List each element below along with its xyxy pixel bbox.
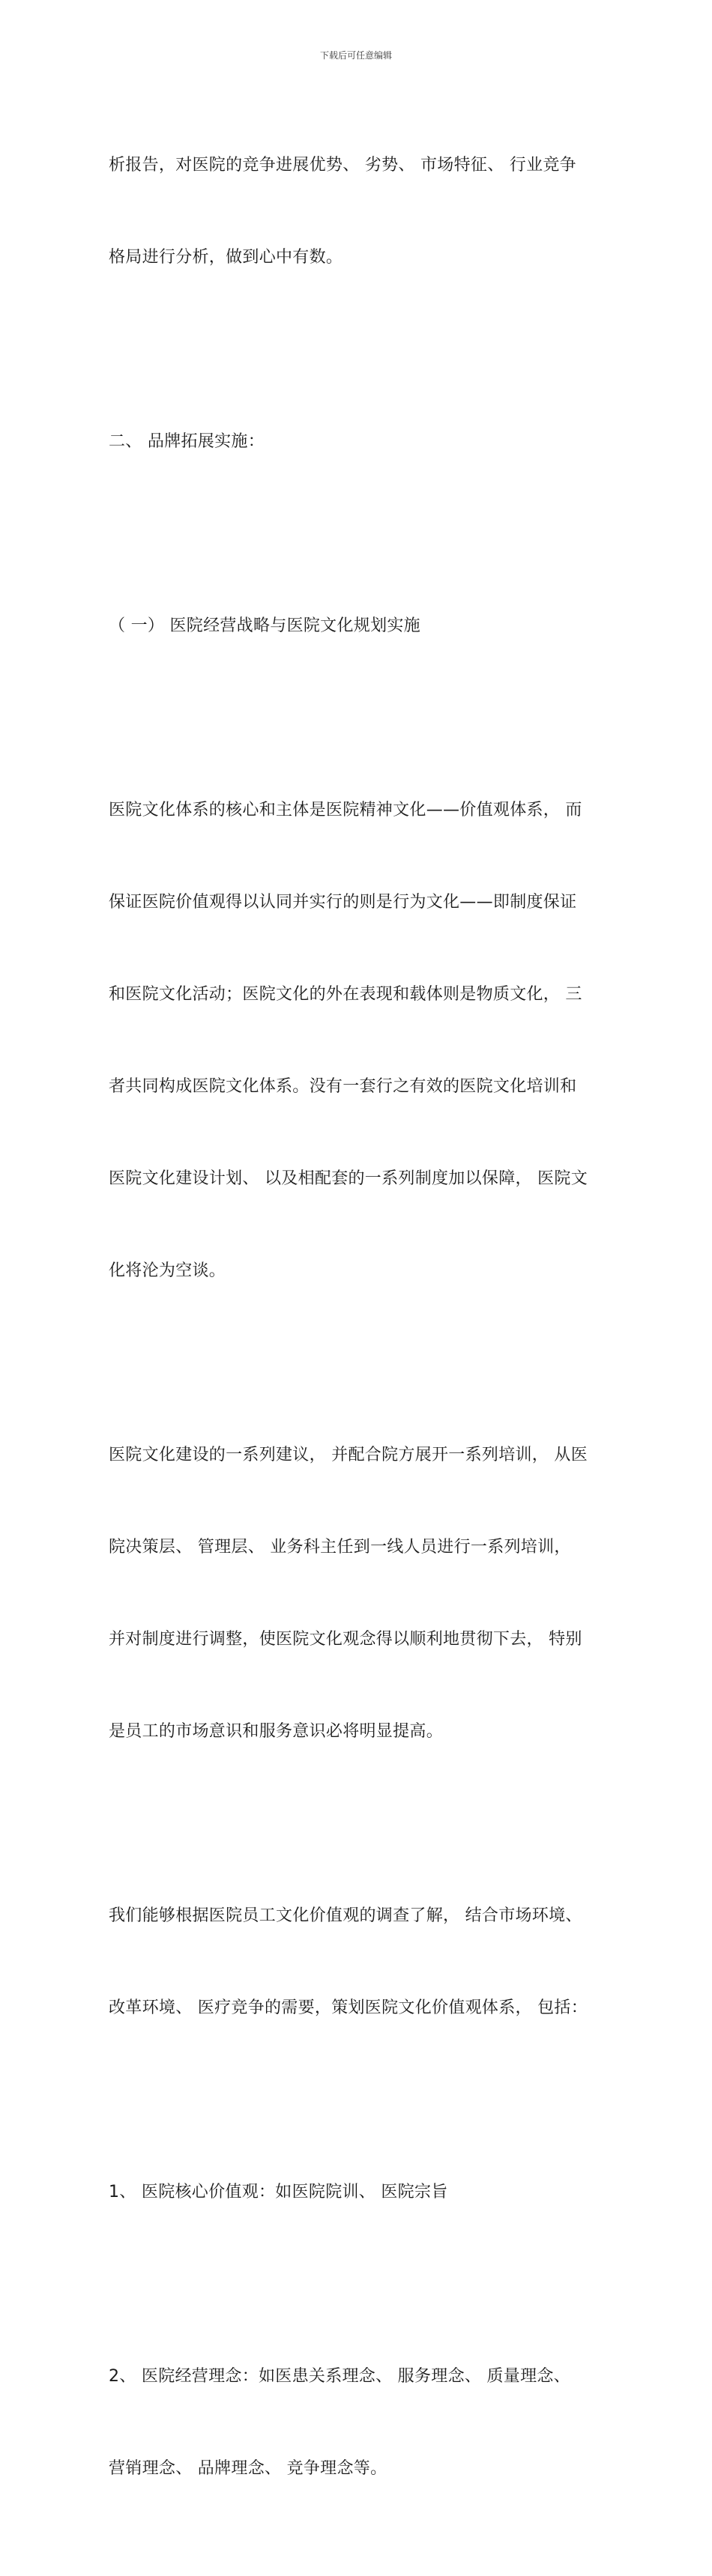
text-line: 医院文化建设计划、 以及相配套的一系列制度加以保障， 医院文 <box>109 1169 588 1188</box>
text-line: 我们能够根据医院员工文化价值观的调查了解， 结合市场环境、 <box>109 1906 582 1925</box>
paragraph-culture-system <box>109 733 607 1348</box>
text-line: 1、 医院核心价值观：如医院院训、 医院宗旨 <box>109 2183 448 2201</box>
text-line: 和医院文化活动；医院文化的外在表现和载体则是物质文化， 三 <box>109 985 582 1004</box>
paragraph-analysis-report <box>109 88 607 334</box>
list-item-core-values <box>109 2115 607 2269</box>
text-line: 格局进行分析，做到心中有数。 <box>109 248 343 267</box>
text-line: 院决策层、 管理层、 业务科主任到一线人员进行一系列培训， <box>109 1538 571 1557</box>
text-line: 者共同构成医院文化体系。没有一套行之有效的医院文化培训和 <box>109 1077 577 1096</box>
text-line: 析报告，对医院的竞争进展优势、 劣势、 市场特征、 行业竞争 <box>109 156 576 175</box>
section-heading-brand-expansion <box>109 365 607 518</box>
text-line: 医院文化体系的核心和主体是医院精神文化——价值观体系， 而 <box>109 801 582 819</box>
text-line: 二、 品牌拓展实施： <box>109 432 265 451</box>
paragraph-value-survey <box>109 1839 607 2085</box>
text-line: 2、 医院经营理念：如医患关系理念、 服务理念、 质量理念、 <box>109 2367 570 2386</box>
text-line: 化将沦为空谈。 <box>109 1261 226 1280</box>
page-header: 下载后可任意编辑 <box>319 50 392 61</box>
text-line: 医院文化建设的一系列建议， 并配合院方展开一系列培训， 从医 <box>109 1446 588 1464</box>
subsection-heading-strategy-culture <box>109 549 607 703</box>
text-line: 改革环境、 医疗竞争的需要，策划医院文化价值观体系， 包括： <box>109 1998 588 2017</box>
text-line: 是员工的市场意识和服务意识必将明显提高。 <box>109 1722 444 1741</box>
paragraph-culture-training <box>109 1378 607 1808</box>
text-line: （ 一） 医院经营战略与医院文化规划实施 <box>109 616 420 635</box>
list-item-business-philosophy <box>109 2300 607 2545</box>
text-line: 营销理念、 品牌理念、 竞争理念等。 <box>109 2459 387 2478</box>
text-line: 保证医院价值观得以认同并实行的则是行为文化——即制度保证 <box>109 893 577 912</box>
document-body <box>109 88 607 2576</box>
text-line: 并对制度进行调整，使医院文化观念得以顺利地贯彻下去， 特别 <box>109 1630 582 1649</box>
